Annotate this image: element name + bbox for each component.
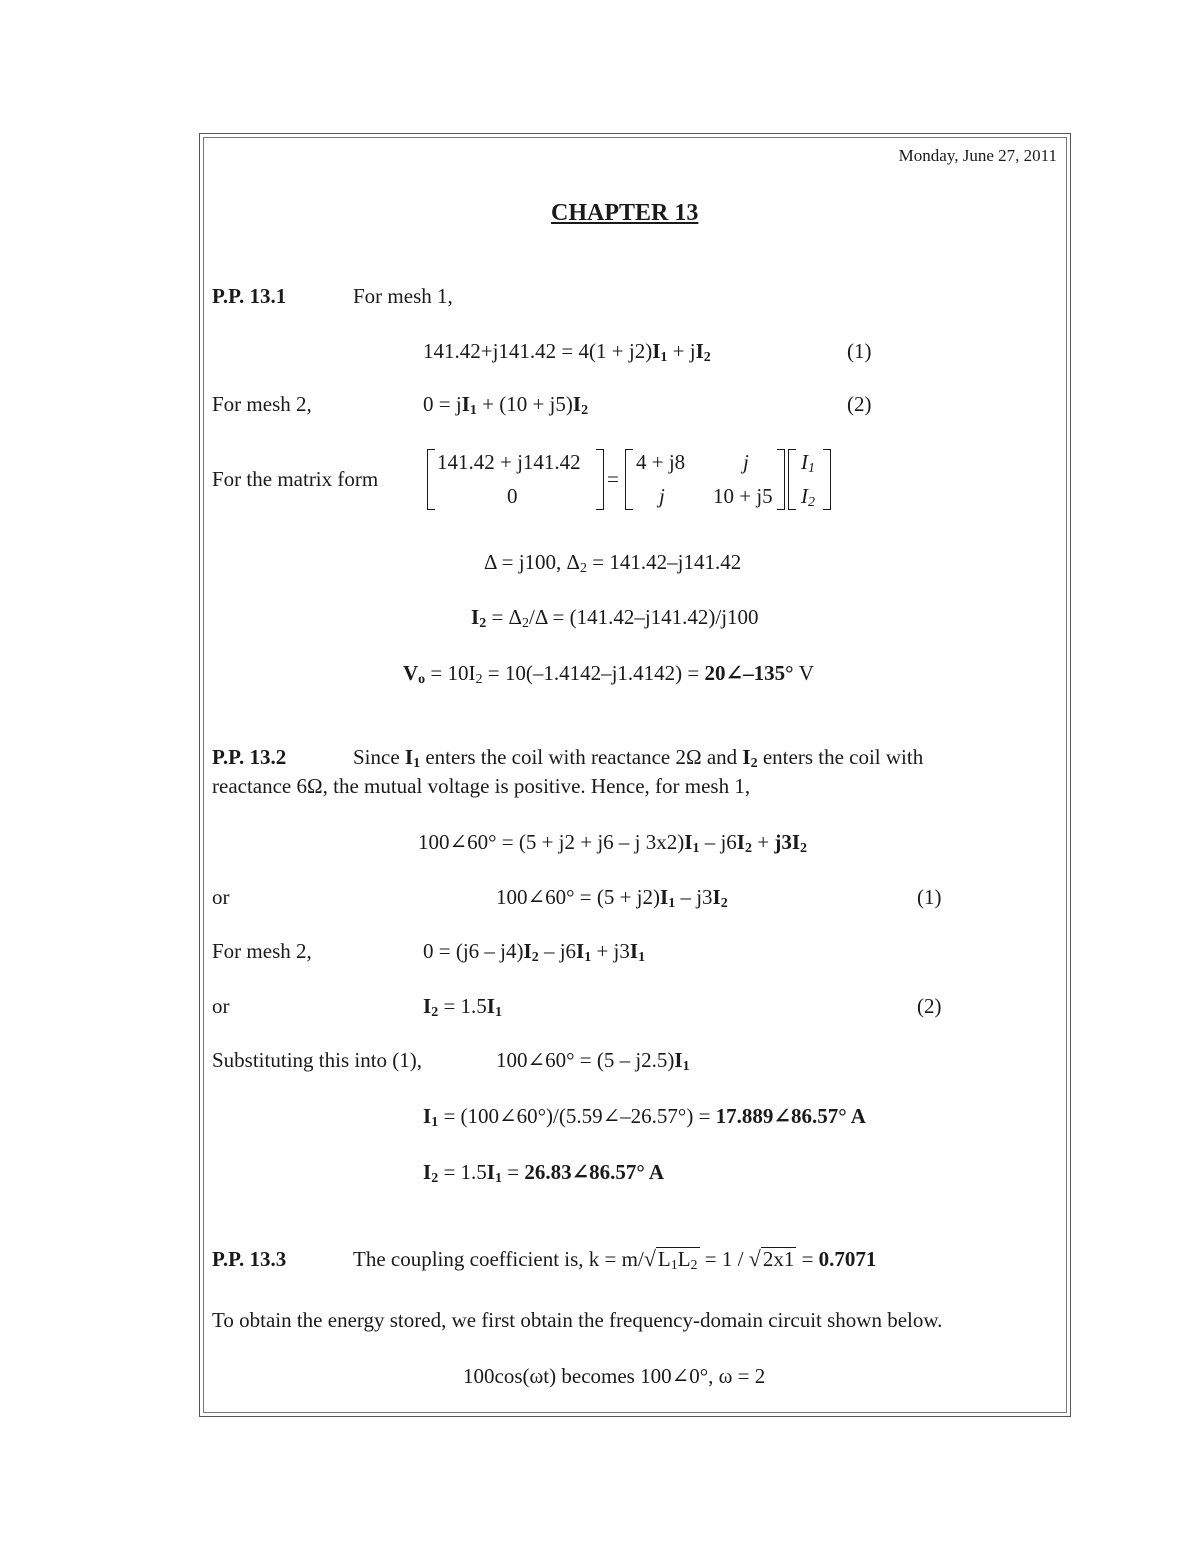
pp1-eq2: $0 = jI_1 + (10 + j5)I_2$ [423,392,589,418]
pp1-eq1-number: (1) [847,339,872,363]
pp2-text2: reactance 6Ω, the mutual voltage is positive. Hence, for mesh 1, [212,774,751,798]
pp3-line3: 100cos(ωt) becomes 100∠0°, ω = 2 [463,1364,766,1388]
pp1-i2-line: $I_2 = \Delta_2/\Delta = (141.42-j141.42)/j100$ [471,605,759,631]
matrix-lhs-left-bracket [427,449,435,510]
pp3-line2: To obtain the energy stored, we first obtain the frequency-domain circuit shown below. [212,1308,943,1332]
pp3-coupling-line: The coupling coefficient is, $k = m/√L_1L_2 = 1 / √2x1 = 0.7071$ [353,1246,877,1273]
matrix-a11: 4 + j8 [636,450,686,474]
pp1-vo-line: $V_o = 10I_2 = 10(-1.4142-j1.4142)$ = 20∠–135° V [403,661,814,687]
pp2-eq4-number: (2) [917,994,942,1018]
matrix-a-left-bracket [625,449,633,510]
matrix-x-left-bracket [788,449,796,510]
pp2-eq2: 100∠60° = $(5 + j2)I_1 - j3I_2$ [496,885,728,911]
pp1-intro: For mesh 1, [353,284,453,308]
pp2-eq7: $I_2 = 1.5I_1$ = 26.83∠86.57° A [423,1160,665,1186]
matrix-x2: $I_2$ [801,484,815,510]
matrix-a12: j [743,450,749,474]
pp2-mesh2-label: For mesh 2, [212,939,312,963]
matrix-lhs-bottom: 0 [507,484,518,508]
pp1-eq2-number: (2) [847,392,872,416]
pp1-eq1: $141.42+j141.42 = 4(1 + j2)I_1 + jI_2$ [423,339,711,365]
pp2-text1: Since $I_1$ enters the coil with reactance 2Ω and $I_2$ enters the coil with [353,745,924,771]
pp2-or-1: or [212,885,230,909]
matrix-a21: j [659,484,665,508]
pp1-matrix-label: For the matrix form [212,467,379,491]
pp2-eq3: $0 = (j6 - j4)I_2 - j6I_1 + j3I_1$ [423,939,646,965]
matrix-lhs-top: 141.42 + j141.42 [437,450,581,474]
matrix-a-right-bracket [777,449,785,510]
pp2-eq1: 100∠60° = (5 + j2 + j6 – j $3x2)I_1 - j6I_2 + j3I_2$ [418,830,807,856]
pp3-label: P.P. 13.3 [212,1247,287,1271]
matrix-equals: = [607,467,619,491]
pp2-eq4: $I_2 = 1.5I_1$ [423,994,502,1020]
matrix-x-right-bracket [823,449,831,510]
pp2-or-2: or [212,994,230,1018]
pp2-eq6: $I_1$ = (100∠60°)/(5.59∠–26.57°) = 17.889∠86.57° A [423,1104,866,1130]
pp2-label: P.P. 13.2 [212,745,287,769]
pp2-eq5: 100∠60° = $(5 - j2.5)I_1$ [496,1048,690,1074]
date-header: Monday, June 27, 2011 [898,146,1057,165]
pp2-subst-label: Substituting this into (1), [212,1048,423,1072]
pp1-mesh2-label: For mesh 2, [212,392,312,416]
matrix-lhs-right-bracket [596,449,604,510]
matrix-a22: 10 + j5 [713,484,773,508]
pp2-eq2-number: (1) [917,885,942,909]
chapter-title: CHAPTER 13 [551,200,699,226]
pp1-label: P.P. 13.1 [212,284,287,308]
matrix-x1: $I_1$ [801,450,815,476]
pp1-delta-line: Δ = j100, $\Delta_2 = 141.42-j141.42$ [484,550,742,576]
